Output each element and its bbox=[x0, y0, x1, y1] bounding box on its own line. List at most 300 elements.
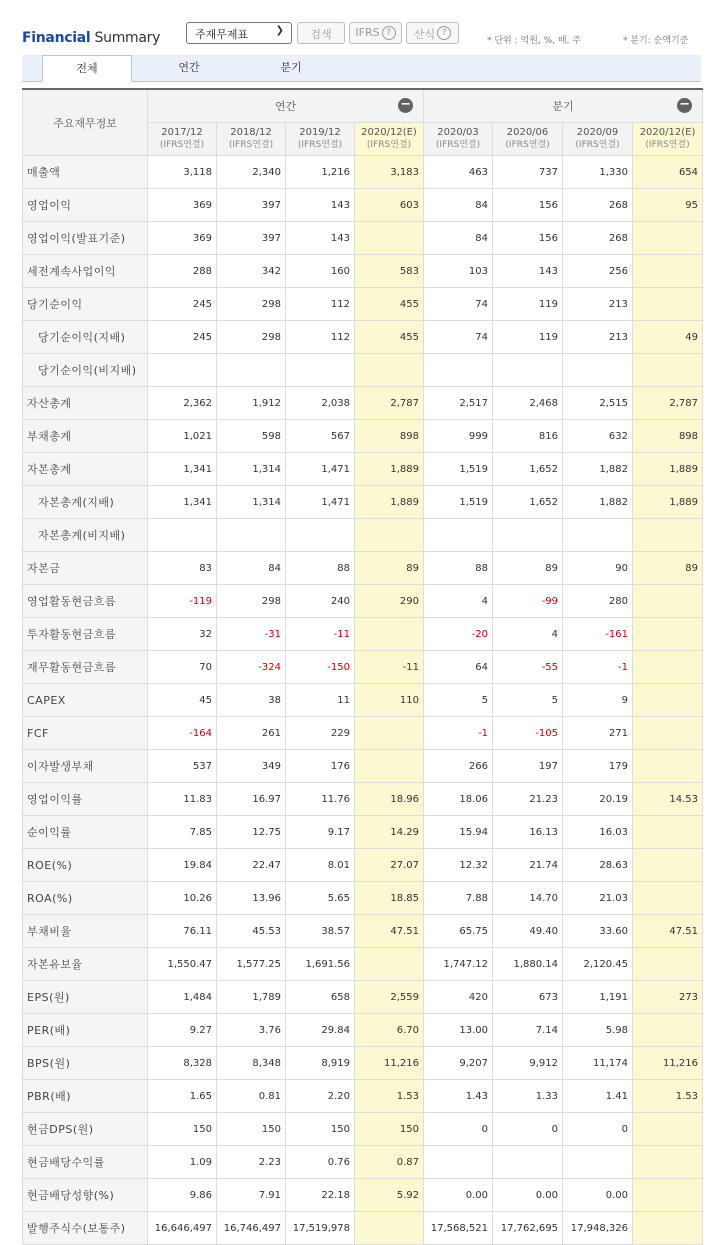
tab-quarterly[interactable]: 분기 bbox=[280, 61, 302, 74]
table-row bbox=[23, 288, 703, 321]
table-cell: 1,550.47 bbox=[148, 948, 217, 981]
table-cell: 9,912 bbox=[493, 1047, 563, 1080]
table-cell: 32 bbox=[148, 618, 217, 651]
row-label[interactable]: 영업이익률 bbox=[23, 783, 148, 816]
table-cell: 213 bbox=[563, 321, 633, 354]
table-cell: 84 bbox=[424, 222, 493, 255]
statement-type-value: 주재무제표 bbox=[195, 28, 249, 41]
period-label: 2020/06 bbox=[506, 127, 549, 138]
table-cell bbox=[493, 1146, 563, 1179]
statement-type-select[interactable] bbox=[186, 22, 292, 44]
row-label[interactable]: FCF bbox=[23, 717, 148, 750]
table-corner-header: 주요재무정보 bbox=[23, 89, 148, 156]
table-cell: 673 bbox=[493, 981, 563, 1014]
table-cell: 15.94 bbox=[424, 816, 493, 849]
table-cell bbox=[355, 750, 424, 783]
table-cell: 8,919 bbox=[286, 1047, 355, 1080]
table-cell: -161 bbox=[563, 618, 633, 651]
table-cell: 45.53 bbox=[217, 915, 286, 948]
table-cell: 1,880.14 bbox=[493, 948, 563, 981]
table-cell bbox=[217, 519, 286, 552]
table-cell: 179 bbox=[563, 750, 633, 783]
row-label[interactable]: 이자발생부채 bbox=[23, 750, 148, 783]
table-cell bbox=[633, 651, 703, 684]
table-cell bbox=[633, 1113, 703, 1146]
basis-label: (IFRS연결) bbox=[505, 140, 550, 150]
table-cell: 8,328 bbox=[148, 1047, 217, 1080]
table-cell: 603 bbox=[355, 189, 424, 222]
formula-help-button[interactable] bbox=[406, 22, 459, 44]
table-row bbox=[23, 981, 703, 1014]
table-cell: 12.32 bbox=[424, 849, 493, 882]
row-label[interactable]: PER(배) bbox=[23, 1014, 148, 1047]
table-cell: 2,468 bbox=[493, 387, 563, 420]
period-label: 2020/03 bbox=[437, 127, 479, 138]
table-cell: 74 bbox=[424, 321, 493, 354]
table-cell bbox=[633, 948, 703, 981]
table-cell: 5.65 bbox=[286, 882, 355, 915]
table-cell bbox=[633, 1212, 703, 1245]
column-header-period bbox=[355, 123, 424, 156]
row-label[interactable]: 부채비율 bbox=[23, 915, 148, 948]
table-cell bbox=[355, 354, 424, 387]
row-label[interactable]: 세전계속사업이익 bbox=[23, 255, 148, 288]
table-cell: 632 bbox=[563, 420, 633, 453]
table-row bbox=[23, 255, 703, 288]
table-row bbox=[23, 222, 703, 255]
table-row bbox=[23, 948, 703, 981]
table-row bbox=[23, 651, 703, 684]
page-title-brand: Financial bbox=[22, 30, 91, 46]
row-label[interactable]: 영업이익 bbox=[23, 189, 148, 222]
table-cell: 11.83 bbox=[148, 783, 217, 816]
quarter-basis-note: * 분기: 순액기준 bbox=[623, 36, 689, 46]
table-cell: -150 bbox=[286, 651, 355, 684]
table-cell: 150 bbox=[355, 1113, 424, 1146]
table-cell: 17,948,326 bbox=[563, 1212, 633, 1245]
page-title-rest: Summary bbox=[94, 30, 161, 46]
table-cell: 1,314 bbox=[217, 453, 286, 486]
table-cell: 1,484 bbox=[148, 981, 217, 1014]
table-cell: 150 bbox=[286, 1113, 355, 1146]
row-label[interactable]: 자본금 bbox=[23, 552, 148, 585]
table-cell: 0.76 bbox=[286, 1146, 355, 1179]
column-header-period bbox=[633, 123, 703, 156]
table-cell: 119 bbox=[493, 321, 563, 354]
table-cell: 3.76 bbox=[217, 1014, 286, 1047]
table-cell: 16.97 bbox=[217, 783, 286, 816]
row-label[interactable]: 부채총계 bbox=[23, 420, 148, 453]
row-label[interactable]: 영업이익(발표기준) bbox=[23, 222, 148, 255]
table-row bbox=[23, 1212, 703, 1245]
formula-button-label: 산식 bbox=[413, 28, 436, 41]
column-header-period bbox=[217, 123, 286, 156]
table-cell: 11.76 bbox=[286, 783, 355, 816]
table-cell: 298 bbox=[217, 288, 286, 321]
table-cell: 143 bbox=[286, 222, 355, 255]
table-cell: 6.70 bbox=[355, 1014, 424, 1047]
table-cell: 2,515 bbox=[563, 387, 633, 420]
table-cell bbox=[148, 354, 217, 387]
column-header-period bbox=[286, 123, 355, 156]
help-icon: ? bbox=[382, 26, 396, 40]
table-cell bbox=[493, 519, 563, 552]
table-cell bbox=[633, 618, 703, 651]
table-cell bbox=[633, 519, 703, 552]
basis-label: (IFRS연결) bbox=[366, 140, 412, 150]
table-cell bbox=[633, 255, 703, 288]
table-cell bbox=[355, 717, 424, 750]
table-row bbox=[23, 1047, 703, 1080]
unit-note: * 단위 : 억원, %, 배, 주 bbox=[487, 36, 581, 46]
table-row bbox=[23, 816, 703, 849]
row-label[interactable]: 재무활동현금흐름 bbox=[23, 651, 148, 684]
table-cell: 1,882 bbox=[563, 486, 633, 519]
table-cell: 1.65 bbox=[148, 1080, 217, 1113]
table-cell: 0 bbox=[493, 1113, 563, 1146]
table-cell bbox=[633, 1179, 703, 1212]
table-cell: 112 bbox=[286, 288, 355, 321]
table-cell: 11,216 bbox=[355, 1047, 424, 1080]
table-cell bbox=[355, 1212, 424, 1245]
table-cell: 14.70 bbox=[493, 882, 563, 915]
table-cell: 11 bbox=[286, 684, 355, 717]
table-cell: 1,889 bbox=[633, 486, 703, 519]
table-cell bbox=[633, 849, 703, 882]
table-cell: 18.85 bbox=[355, 882, 424, 915]
table-row bbox=[23, 156, 703, 189]
basis-label: (IFRS연결) bbox=[645, 140, 690, 150]
table-row bbox=[23, 354, 703, 387]
table-cell: 1,889 bbox=[633, 453, 703, 486]
table-cell: 22.18 bbox=[286, 1179, 355, 1212]
table-cell: 1,021 bbox=[148, 420, 217, 453]
table-cell: 11,174 bbox=[563, 1047, 633, 1080]
table-cell: 737 bbox=[493, 156, 563, 189]
table-cell: 84 bbox=[217, 552, 286, 585]
table-cell: 64 bbox=[424, 651, 493, 684]
table-cell: 28.63 bbox=[563, 849, 633, 882]
table-row bbox=[23, 750, 703, 783]
table-cell: 13.96 bbox=[217, 882, 286, 915]
table-cell: 298 bbox=[217, 321, 286, 354]
table-row bbox=[23, 585, 703, 618]
row-label[interactable]: 당기순이익 bbox=[23, 288, 148, 321]
table-cell: 16,646,497 bbox=[148, 1212, 217, 1245]
table-cell: -11 bbox=[355, 651, 424, 684]
row-label[interactable]: EPS(원) bbox=[23, 981, 148, 1014]
help-icon: ? bbox=[437, 26, 451, 40]
tab-annual[interactable]: 연간 bbox=[178, 61, 200, 74]
period-tabs bbox=[22, 55, 701, 82]
table-cell: 1,789 bbox=[217, 981, 286, 1014]
table-cell: 455 bbox=[355, 288, 424, 321]
table-cell bbox=[633, 882, 703, 915]
table-cell: -11 bbox=[286, 618, 355, 651]
table-row bbox=[23, 453, 703, 486]
table-cell: 658 bbox=[286, 981, 355, 1014]
table-cell: 0.87 bbox=[355, 1146, 424, 1179]
table-row bbox=[23, 189, 703, 222]
table-row bbox=[23, 1014, 703, 1047]
table-cell: 999 bbox=[424, 420, 493, 453]
annual-group-label: 연간 bbox=[274, 100, 297, 113]
table-cell: 7.14 bbox=[493, 1014, 563, 1047]
table-cell: 1,652 bbox=[493, 453, 563, 486]
table-cell: 156 bbox=[493, 189, 563, 222]
table-cell bbox=[355, 519, 424, 552]
period-label: 2020/12(E) bbox=[361, 127, 417, 138]
table-cell: 9.86 bbox=[148, 1179, 217, 1212]
table-cell: 298 bbox=[217, 585, 286, 618]
table-cell: 1,882 bbox=[563, 453, 633, 486]
tab-all[interactable]: 전체 bbox=[42, 55, 132, 82]
table-cell: 21.74 bbox=[493, 849, 563, 882]
period-label: 2019/12 bbox=[299, 127, 341, 138]
table-cell: 143 bbox=[493, 255, 563, 288]
table-cell: 112 bbox=[286, 321, 355, 354]
table-cell: 38.57 bbox=[286, 915, 355, 948]
table-cell: 268 bbox=[563, 222, 633, 255]
table-cell: 1,691.56 bbox=[286, 948, 355, 981]
table-cell bbox=[424, 519, 493, 552]
row-label[interactable]: 자본총계(비지배) bbox=[23, 519, 148, 552]
table-cell: 9.27 bbox=[148, 1014, 217, 1047]
table-cell: 455 bbox=[355, 321, 424, 354]
table-row bbox=[23, 519, 703, 552]
table-cell: 88 bbox=[286, 552, 355, 585]
table-cell: 369 bbox=[148, 189, 217, 222]
table-cell: 19.84 bbox=[148, 849, 217, 882]
table-cell: 9,207 bbox=[424, 1047, 493, 1080]
table-cell: 1,216 bbox=[286, 156, 355, 189]
table-cell bbox=[633, 288, 703, 321]
table-cell: 45 bbox=[148, 684, 217, 717]
table-cell: 420 bbox=[424, 981, 493, 1014]
collapse-icon[interactable]: − bbox=[398, 98, 413, 113]
table-cell: 150 bbox=[217, 1113, 286, 1146]
table-cell: -105 bbox=[493, 717, 563, 750]
basis-label: (IFRS연결) bbox=[297, 140, 343, 150]
row-label[interactable]: ROE(%) bbox=[23, 849, 148, 882]
table-cell: 240 bbox=[286, 585, 355, 618]
table-body bbox=[23, 156, 703, 1245]
table-cell: 0.00 bbox=[563, 1179, 633, 1212]
table-cell: 1,577.25 bbox=[217, 948, 286, 981]
table-cell: 17,568,521 bbox=[424, 1212, 493, 1245]
search-button-label: 검색 bbox=[310, 28, 332, 41]
table-cell: 2.23 bbox=[217, 1146, 286, 1179]
table-cell bbox=[633, 750, 703, 783]
financial-summary-table bbox=[22, 88, 703, 1245]
table-cell: 16.13 bbox=[493, 816, 563, 849]
table-cell: 1,341 bbox=[148, 486, 217, 519]
table-cell: 2,517 bbox=[424, 387, 493, 420]
table-cell: 7.91 bbox=[217, 1179, 286, 1212]
search-button[interactable] bbox=[297, 22, 345, 44]
row-label[interactable]: 자본총계(지배) bbox=[23, 486, 148, 519]
table-cell: 11,216 bbox=[633, 1047, 703, 1080]
table-row bbox=[23, 915, 703, 948]
table-cell: 7.85 bbox=[148, 816, 217, 849]
table-cell: 1,652 bbox=[493, 486, 563, 519]
table-cell: 1,314 bbox=[217, 486, 286, 519]
basis-label: (IFRS연결) bbox=[228, 140, 274, 150]
table-cell: 150 bbox=[148, 1113, 217, 1146]
table-row bbox=[23, 618, 703, 651]
table-row bbox=[23, 783, 703, 816]
table-cell: 27.07 bbox=[355, 849, 424, 882]
table-cell: 4 bbox=[493, 618, 563, 651]
row-label[interactable]: 영업활동현금흐름 bbox=[23, 585, 148, 618]
row-label[interactable]: 순이익률 bbox=[23, 816, 148, 849]
table-cell bbox=[148, 519, 217, 552]
table-cell: 89 bbox=[493, 552, 563, 585]
table-cell: 0.00 bbox=[424, 1179, 493, 1212]
table-cell: 160 bbox=[286, 255, 355, 288]
table-cell: 3,183 bbox=[355, 156, 424, 189]
table-cell bbox=[355, 618, 424, 651]
table-cell: -1 bbox=[424, 717, 493, 750]
row-label[interactable]: 자본총계 bbox=[23, 453, 148, 486]
toolbar bbox=[0, 0, 713, 52]
table-cell: 397 bbox=[217, 222, 286, 255]
table-row bbox=[23, 552, 703, 585]
table-cell: 1,341 bbox=[148, 453, 217, 486]
period-label: 2020/12(E) bbox=[639, 127, 696, 138]
table-cell: 898 bbox=[633, 420, 703, 453]
table-cell bbox=[217, 354, 286, 387]
row-label[interactable]: 매출액 bbox=[23, 156, 148, 189]
table-cell: 1,912 bbox=[217, 387, 286, 420]
row-label[interactable]: 자산총계 bbox=[23, 387, 148, 420]
table-cell: 229 bbox=[286, 717, 355, 750]
table-cell: 20.19 bbox=[563, 783, 633, 816]
ifrs-help-button[interactable] bbox=[349, 22, 402, 44]
table-cell: 5.92 bbox=[355, 1179, 424, 1212]
table-cell: 5 bbox=[424, 684, 493, 717]
table-cell: 18.96 bbox=[355, 783, 424, 816]
table-row bbox=[23, 420, 703, 453]
row-label[interactable]: ROA(%) bbox=[23, 882, 148, 915]
table-cell: 583 bbox=[355, 255, 424, 288]
row-label[interactable]: 당기순이익(지배) bbox=[23, 321, 148, 354]
table-cell: 2,340 bbox=[217, 156, 286, 189]
table-cell: 2,362 bbox=[148, 387, 217, 420]
collapse-icon[interactable]: − bbox=[677, 98, 692, 113]
table-cell: 5 bbox=[493, 684, 563, 717]
table-cell: -1 bbox=[563, 651, 633, 684]
table-cell: 271 bbox=[563, 717, 633, 750]
table-cell bbox=[633, 1014, 703, 1047]
table-cell: 280 bbox=[563, 585, 633, 618]
table-cell: 65.75 bbox=[424, 915, 493, 948]
basis-label: (IFRS연결) bbox=[575, 140, 620, 150]
table-cell: -99 bbox=[493, 585, 563, 618]
ifrs-button-label: IFRS bbox=[355, 26, 380, 39]
table-cell: 7.88 bbox=[424, 882, 493, 915]
table-cell: 103 bbox=[424, 255, 493, 288]
table-row bbox=[23, 1179, 703, 1212]
page-title bbox=[22, 30, 160, 46]
row-label[interactable]: 자본유보율 bbox=[23, 948, 148, 981]
basis-label: (IFRS연결) bbox=[435, 140, 481, 150]
table-cell: 1.43 bbox=[424, 1080, 493, 1113]
table-cell: 13.00 bbox=[424, 1014, 493, 1047]
row-label[interactable]: 현금배당수익률 bbox=[23, 1146, 148, 1179]
table-cell: 2.20 bbox=[286, 1080, 355, 1113]
table-cell: 16.03 bbox=[563, 816, 633, 849]
column-header-period bbox=[493, 123, 563, 156]
table-cell: 342 bbox=[217, 255, 286, 288]
table-cell: 95 bbox=[633, 189, 703, 222]
table-cell: 2,038 bbox=[286, 387, 355, 420]
row-label[interactable]: PBR(배) bbox=[23, 1080, 148, 1113]
table-cell: 89 bbox=[355, 552, 424, 585]
period-label: 2020/09 bbox=[576, 127, 619, 138]
table-cell: 397 bbox=[217, 189, 286, 222]
column-header-period bbox=[148, 123, 217, 156]
table-cell: 1.41 bbox=[563, 1080, 633, 1113]
table-cell: 256 bbox=[563, 255, 633, 288]
table-cell: 2,787 bbox=[355, 387, 424, 420]
table-cell: 3,118 bbox=[148, 156, 217, 189]
row-label[interactable]: 현금DPS(원) bbox=[23, 1113, 148, 1146]
row-label[interactable]: 발행주식수(보통주) bbox=[23, 1212, 148, 1245]
table-cell: 12.75 bbox=[217, 816, 286, 849]
table-cell: 1,191 bbox=[563, 981, 633, 1014]
table-cell: 0.00 bbox=[493, 1179, 563, 1212]
table-cell bbox=[563, 519, 633, 552]
table-cell: 1,471 bbox=[286, 453, 355, 486]
table-row bbox=[23, 1113, 703, 1146]
table-cell bbox=[286, 519, 355, 552]
table-cell: 18.06 bbox=[424, 783, 493, 816]
table-row bbox=[23, 1080, 703, 1113]
chevron-down-icon: ❯ bbox=[275, 25, 284, 36]
table-cell: 0.81 bbox=[217, 1080, 286, 1113]
table-cell: 76.11 bbox=[148, 915, 217, 948]
table-cell: 369 bbox=[148, 222, 217, 255]
period-label: 2018/12 bbox=[230, 127, 272, 138]
row-label[interactable]: CAPEX bbox=[23, 684, 148, 717]
table-cell: 4 bbox=[424, 585, 493, 618]
table-cell: 156 bbox=[493, 222, 563, 255]
table-cell bbox=[633, 1146, 703, 1179]
table-row bbox=[23, 684, 703, 717]
table-cell: 143 bbox=[286, 189, 355, 222]
table-cell: 90 bbox=[563, 552, 633, 585]
row-label[interactable]: 투자활동현금흐름 bbox=[23, 618, 148, 651]
table-cell: 1,889 bbox=[355, 486, 424, 519]
table-cell: 1,519 bbox=[424, 486, 493, 519]
quarter-group-header bbox=[424, 89, 703, 123]
table-row bbox=[23, 882, 703, 915]
table-cell: 14.29 bbox=[355, 816, 424, 849]
table-row bbox=[23, 387, 703, 420]
table-cell bbox=[355, 222, 424, 255]
table-cell bbox=[633, 585, 703, 618]
table-cell bbox=[633, 354, 703, 387]
row-label[interactable]: 당기순이익(비지배) bbox=[23, 354, 148, 387]
table-cell: 2,120.45 bbox=[563, 948, 633, 981]
table-cell: -119 bbox=[148, 585, 217, 618]
table-cell: 1.33 bbox=[493, 1080, 563, 1113]
column-header-period bbox=[424, 123, 493, 156]
row-label[interactable]: BPS(원) bbox=[23, 1047, 148, 1080]
table-cell: 10.26 bbox=[148, 882, 217, 915]
row-label[interactable]: 현금배당성향(%) bbox=[23, 1179, 148, 1212]
